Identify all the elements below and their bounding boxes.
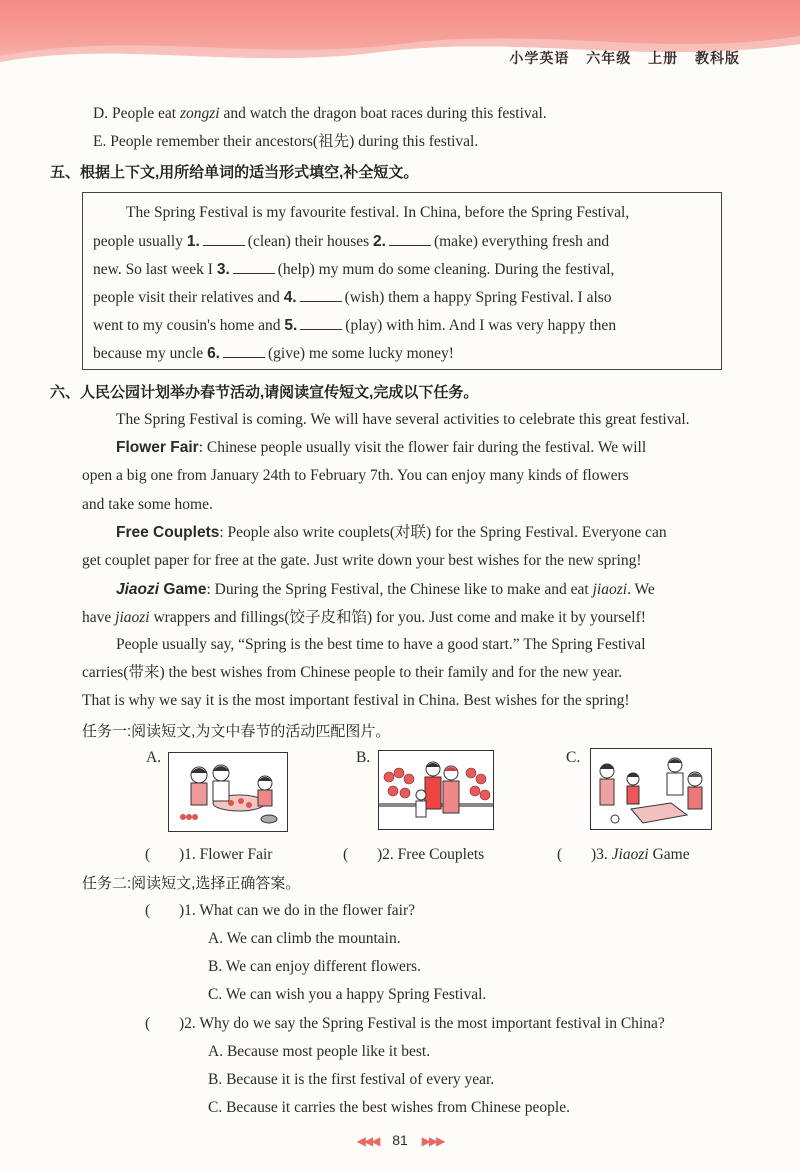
paragraph-line — [82, 608, 646, 628]
option-italic: zongzi — [179, 105, 220, 122]
passage-line — [93, 343, 454, 364]
picture-b-flower-market[interactable] — [378, 750, 494, 830]
left-arrows-icon: ◀◀◀ — [356, 1134, 379, 1148]
line-seg: people visit their relatives and 4. (wish) them a happy Spring Festival. I also — [93, 289, 612, 306]
paragraph-line: That is why we say it is the most important festival in China. Best wishes for the spring! — [82, 692, 630, 709]
option-text: and watch the dragon boat races during this festival. — [219, 105, 547, 122]
answer-paren[interactable]: ( — [557, 846, 563, 863]
jiaozi-game-paragraph — [116, 580, 655, 600]
option-text: People eat — [111, 105, 180, 122]
paragraph-line: and take some home. — [82, 496, 213, 513]
question-text: )1. What can we do in the flower fair? — [179, 902, 415, 919]
question-text: )2. Why do we say the Spring Festival is the most important festival in China? — [179, 1015, 665, 1032]
item-italic: Jiaozi — [611, 846, 649, 863]
header-banner — [0, 0, 800, 80]
option-e — [93, 132, 478, 152]
paragraph-italic: jiaozi — [592, 581, 628, 598]
option-letter: D. — [93, 105, 109, 122]
q1-option-a: A. We can climb the mountain. — [208, 930, 401, 947]
item-text: )1. Flower Fair — [179, 846, 273, 863]
picture-b-label: B. — [356, 749, 371, 766]
paragraph-text: : Chinese people usually visit the flower fair during the festival. We will — [198, 439, 647, 456]
free-couplets-label: Free Couplets — [116, 524, 220, 541]
paragraph-line: get couplet paper for free at the gate. Just write down your best wishes for the new spring! — [82, 552, 642, 569]
subject-tag: 小学英语 — [509, 50, 570, 66]
paragraph-line: open a big one from January 24th to February 7th. You can enjoy many kinds of flowers — [82, 467, 629, 484]
option-d — [93, 104, 547, 124]
passage-line — [93, 231, 715, 252]
paragraph-text: wrappers and fillings(饺子皮和馅) for you. Just come and make it by yourself! — [149, 609, 646, 626]
blank-1[interactable] — [203, 231, 245, 246]
section5-title: 五、根据上下文,用所给单词的适当形式填空,补全短文。 — [50, 164, 419, 181]
label-italic: Jiaozi — [116, 581, 160, 598]
task2-title: 任务二:阅读短文,选择正确答案。 — [82, 875, 301, 892]
jiaozi-game-label — [116, 581, 206, 598]
blank-4[interactable] — [300, 287, 342, 302]
picture-a-label: A. — [146, 749, 162, 766]
item-text: )3. — [591, 846, 612, 863]
paragraph-text: : People also write couplets(对联) for the Spring Festival. Everyone can — [219, 524, 667, 541]
item-text: )2. Free Couplets — [377, 846, 485, 863]
task1-item-2 — [343, 845, 484, 865]
task2-question-1 — [145, 901, 415, 921]
passage-line — [93, 259, 715, 280]
passage-line — [93, 315, 715, 336]
blank-3[interactable] — [233, 259, 275, 274]
line-seg: went to my cousin's home and 5. (play) with him. And I was very happy then — [93, 317, 617, 334]
paragraph-text: . We — [627, 581, 655, 598]
answer-paren[interactable]: ( — [145, 902, 151, 919]
family-writing-couplets-icon — [591, 749, 711, 829]
flower-market-icon — [379, 751, 493, 829]
option-letter: E. — [93, 133, 107, 150]
task1-item-3 — [557, 845, 690, 865]
blank-5[interactable] — [300, 315, 342, 330]
passage-line — [93, 287, 715, 308]
section6-title: 六、人民公园计划举办春节活动,请阅读宣传短文,完成以下任务。 — [50, 384, 479, 401]
item-text: Game — [648, 846, 690, 863]
paragraph-line: carries(带来) the best wishes from Chinese people to their family and for the new year. — [82, 664, 623, 681]
volume-tag: 上册 — [648, 50, 679, 66]
line-seg: new. So last week I 3. (help) my mum do some cleaning. During the festival, — [93, 261, 615, 278]
flower-fair-label: Flower Fair — [116, 439, 199, 456]
answer-paren[interactable]: ( — [145, 846, 151, 863]
page-footer — [0, 1132, 800, 1148]
flower-fair-paragraph — [116, 438, 646, 458]
paragraph-text: : During the Spring Festival, the Chinese like to make and eat — [206, 581, 593, 598]
edition-tag: 教科版 — [695, 50, 740, 66]
right-arrows-icon: ▶▶▶ — [421, 1134, 444, 1148]
section5-passage-box — [82, 192, 722, 370]
answer-paren[interactable]: ( — [145, 1015, 151, 1032]
passage-line — [126, 203, 629, 223]
picture-c-label: C. — [566, 749, 581, 766]
q1-option-b: B. We can enjoy different flowers. — [208, 958, 421, 975]
q2-option-a: A. Because most people like it best. — [208, 1043, 431, 1060]
paragraph-text: have — [82, 609, 116, 626]
line-seg: because my uncle 6. (give) me some lucky money! — [93, 345, 454, 362]
header-wave-decoration — [0, 0, 800, 80]
task2-question-2 — [145, 1014, 665, 1034]
label-rest: Game — [159, 581, 207, 598]
grade-tag: 六年级 — [586, 50, 632, 66]
paragraph-italic: jiaozi — [115, 609, 150, 626]
free-couplets-paragraph — [116, 523, 667, 543]
book-info — [497, 48, 740, 68]
q1-option-c: C. We can wish you a happy Spring Festival. — [208, 986, 487, 1003]
blank-2[interactable] — [389, 231, 431, 246]
picture-a-flower-fair-family[interactable] — [168, 752, 288, 832]
task1-item-1 — [145, 845, 272, 865]
page-number: 81 — [392, 1132, 408, 1148]
q2-option-c: C. Because it carries the best wishes from Chinese people. — [208, 1099, 570, 1116]
answer-paren[interactable]: ( — [343, 846, 349, 863]
line-seg: people usually 1. (clean) their houses 2. (make) everything fresh and — [93, 233, 610, 250]
picture-c-family-couplets[interactable] — [590, 748, 712, 830]
intro-paragraph: The Spring Festival is coming. We will have several activities to celebrate this great festival. — [116, 411, 690, 428]
option-text: People remember their ancestors(祖先) during this festival. — [110, 133, 479, 150]
q2-option-b: B. Because it is the first festival of every year. — [208, 1071, 495, 1088]
blank-6[interactable] — [223, 343, 265, 358]
line-text: The Spring Festival is my favourite festival. In China, before the Spring Festival, — [126, 204, 630, 221]
closing-paragraph: People usually say, “Spring is the best time to have a good start.” The Spring Festival — [116, 636, 646, 653]
task1-title: 任务一:阅读短文,为文中春节的活动匹配图片。 — [82, 723, 391, 740]
family-making-jiaozi-icon — [169, 753, 287, 831]
